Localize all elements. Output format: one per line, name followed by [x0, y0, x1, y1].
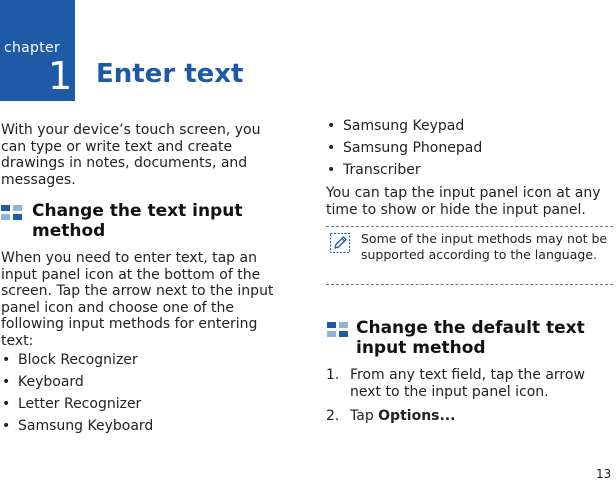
tip-paragraph: You can tap the input panel icon at any time to show or hide the input panel. — [326, 185, 601, 218]
section-title-line1: Change the text input — [32, 201, 243, 221]
section-title-line2: method — [32, 221, 106, 241]
list-item: • Samsung Phonepad — [326, 137, 611, 159]
section-change-input-method — [1, 201, 291, 247]
input-methods-list-continued — [326, 115, 611, 181]
list-item: • Samsung Keyboard — [1, 415, 281, 437]
section-title-line1: Change the default text — [356, 318, 585, 338]
list-item: • Keyboard — [1, 371, 281, 393]
list-item: • Samsung Keypad — [326, 115, 611, 137]
section-grid-icon — [1, 205, 23, 221]
section-grid-icon — [327, 322, 349, 338]
page-title: Enter text — [96, 59, 244, 89]
input-methods-list — [1, 349, 281, 437]
step-prefix: Tap — [350, 408, 379, 424]
chapter-tab — [0, 0, 75, 101]
chapter-label: chapter — [4, 40, 60, 56]
section1-body: When you need to enter text, tap an input panel icon at the bottom of the screen. Tap the arrow next to the input panel icon and choose one of the following input methods for entering text: — [1, 250, 274, 349]
list-item: • Transcriber — [326, 159, 611, 181]
intro-paragraph: With your device’s touch screen, you can type or write text and create drawings in notes, documents, and messages. — [1, 122, 261, 188]
step-number: 1. — [326, 367, 340, 383]
note-text: Some of the input methods may not be supported according to the language. — [361, 231, 608, 262]
page-number: 13 — [596, 467, 612, 481]
section-change-default-method — [327, 318, 615, 364]
options-label: Options... — [378, 408, 456, 424]
chapter-number: 1 — [48, 54, 73, 98]
list-item: • Block Recognizer — [1, 349, 281, 371]
step-number: 2. — [326, 408, 340, 424]
note-bottom-divider — [326, 284, 613, 285]
step-item — [326, 367, 611, 400]
step-item — [326, 408, 611, 425]
section-title-line2: input method — [356, 338, 486, 358]
pencil-note-icon — [330, 233, 350, 253]
step-text: From any text field, tap the arrow next to the input panel icon. — [350, 367, 585, 400]
steps-list — [326, 367, 611, 433]
note-top-divider — [326, 226, 613, 227]
list-item: • Letter Recognizer — [1, 393, 281, 415]
